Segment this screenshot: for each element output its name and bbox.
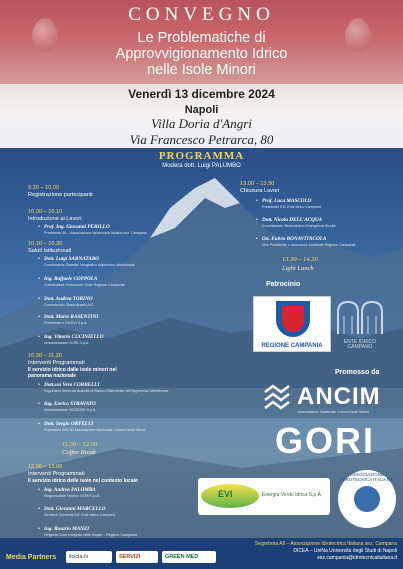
session-title: Registrazione partecipanti — [28, 192, 93, 198]
speaker-name: • Prof. Luca MASCOLO — [262, 198, 311, 204]
poster-footer — [0, 538, 403, 569]
regione-campania-logo — [253, 296, 331, 352]
eic-arches-icon — [334, 296, 386, 336]
speaker-role: Presidente EIC Ente Idrico Campano — [262, 205, 321, 209]
speaker-name: • Dott. Sergio ORTELLI — [44, 421, 93, 427]
session-time: 10.00 – 10.10 — [28, 209, 63, 215]
ente-idrico-campano-logo — [334, 296, 386, 352]
session-time: 10.30 – 11.30 — [28, 353, 62, 359]
event-address: Via Francesco Petrarca, 80 — [129, 132, 274, 147]
eic-logo-line: ENTE IDRICO — [343, 339, 377, 345]
session-title: Saluti Istituzionali — [28, 248, 72, 254]
eic-logo-text — [334, 340, 386, 350]
session-time: 10.10 – 10.30 — [28, 241, 63, 247]
event-city: Napoli — [184, 104, 219, 116]
event-subtitle-line: Approvvigionamento Idrico — [115, 46, 288, 62]
session-title: Introduzione ai Lavori — [28, 216, 82, 222]
program-moderator: Modera dott. Luigi PALUMBO — [162, 163, 241, 169]
program-title: PROGRAMMA — [158, 150, 245, 162]
speaker-name: • Dott.ssa Vera CORBELLI — [44, 382, 100, 388]
speaker-role: Commissario Straordinario Emergenza Siccità — [262, 224, 336, 228]
break-label: Light Lunch — [282, 265, 314, 272]
secretariat-title: Segreteria AII – Associazione Idrotecnica Italiana sez. Campana — [254, 541, 397, 547]
speaker-name: • Dott. Giovanni MARCELLO — [44, 506, 106, 512]
speaker-role: Dirigente Ciclo Integrato delle Acque – Regione Campania — [44, 533, 137, 537]
speaker-name: • Ing. Enrico STRAVATO — [44, 401, 96, 407]
speaker-role: Presidente ANCIM Associazione Nazionale Comuni Isole Minori — [44, 428, 146, 432]
secretariat-email[interactable]: sez.campania@idrotecnicaitaliana.it — [317, 555, 397, 561]
gori-logo: GORI — [275, 420, 376, 461]
speaker-name: • Ing. Andrea PALOMBA — [44, 487, 96, 493]
session-title: Interventi Programmati — [28, 471, 85, 477]
event-info — [0, 84, 403, 148]
speaker-role: Amministratore GORI S.p.A. — [44, 341, 90, 345]
eic-logo-line: CAMPANO — [347, 344, 373, 350]
program-section — [0, 148, 403, 553]
speaker-role: Presidente e DA EVI S.p.A. — [44, 321, 88, 325]
patronage-label: Patrocinio — [266, 281, 301, 288]
speaker-name: • Prof. Ing. Giovanni PERILLO — [44, 224, 110, 230]
speaker-name: • Dott. Andrea TORINO — [44, 296, 93, 302]
session-description: Il servizio idrico delle isole nel contesto locale — [28, 478, 138, 484]
event-type-title: CONVEGNO — [128, 4, 275, 25]
session-title: Chiusura Lavori — [240, 188, 280, 194]
ancim-waves-icon — [263, 382, 295, 412]
speaker-name: • Dott. Luigi SARNATARO — [44, 256, 99, 262]
media-partner-logo: SERVIZI — [116, 551, 158, 563]
event-date: Venerdì 13 dicembre 2024 — [128, 87, 275, 101]
speaker-role: Segretario Generale Autorità di Bacino Distrettuale dell'Appennino Meridionale — [44, 389, 169, 393]
break-time: 11.30 – 12.00 — [62, 441, 98, 448]
aii-emblem-icon — [354, 486, 380, 512]
ancim-logo-subtext: Associazione Nazionale Comuni Isole Minori — [298, 410, 369, 414]
event-subtitle-line: Le Problematiche di — [137, 30, 266, 46]
media-partners-label: Media Partners — [6, 554, 57, 561]
session-time: 9.30 – 10.00 — [28, 185, 60, 191]
event-venue: Villa Doria d'Angri — [151, 116, 252, 131]
speaker-role: Amministratore SOGESID S.p.A. — [44, 408, 97, 412]
aii-logo-text: ASSOCIAZIONE IDROTECNICA ITALIANA — [341, 472, 393, 482]
speaker-role: Presidente AII – Associazione Idrotecnica Italiana sez. Campana — [44, 231, 147, 235]
speaker-role: Direttore Generale EIC Ente Idrico Campano — [44, 513, 116, 517]
ancim-logo — [263, 380, 393, 418]
speaker-role: Vice Presidente e Assessore Ambiente Regione Campania — [262, 243, 356, 247]
media-partner-logo: ilcicla.tv — [66, 551, 112, 563]
media-partner-logo: GREEN MED — [162, 551, 216, 563]
promoted-by-label: Promosso da — [335, 369, 380, 376]
speaker-name: • Dott. Nicola DELL'ACQUA — [262, 217, 322, 223]
speaker-role: Coordinatore Protezione Civile Regione Campania — [44, 283, 125, 287]
evi-logo — [198, 478, 330, 515]
event-subtitle-line: nelle Isole Minori — [147, 62, 256, 78]
session-time: 13.00 – 13.30 — [240, 181, 275, 187]
session-description: panorama nazionale — [28, 373, 77, 379]
speaker-name: • Ing. Raffaele COPPOLA — [44, 276, 97, 282]
campania-logo-text: REGIONE CAMPANIA — [261, 343, 323, 349]
break-time: 13.30 – 14.30 — [282, 256, 318, 263]
session-title: Interventi Programmati — [28, 360, 85, 366]
speaker-name: • Dott. Mario RASENTINI — [44, 314, 98, 320]
session-time: 12.00 – 13.00 — [28, 464, 63, 470]
poster-header — [0, 0, 403, 84]
break-label: Coffee Break — [62, 449, 96, 456]
speaker-role: Commissario Straordinario AIC — [44, 303, 94, 307]
aii-logo — [338, 470, 396, 528]
speaker-role: Coordinatore Distretto Idrografico Appennino Meridionale — [44, 263, 135, 267]
speaker-name: • Ing. Rosario MANZI — [44, 526, 89, 532]
secretariat-affiliation: DICEA – UniNa Università degli Studi di Napoli — [293, 548, 397, 554]
speaker-name: • Ing. Vittorio CUCINIELLO — [44, 334, 104, 340]
campania-shield-icon — [276, 301, 310, 337]
session-description: Il servizio idrico dalle isole minori nel — [28, 367, 117, 373]
speaker-name: • On. Fulvio BONAVITACOLA — [262, 236, 326, 242]
ancim-logo-text: ANCIM — [297, 383, 381, 410]
speaker-role: Responsabile Tecnico GORI S.p.A. — [44, 494, 100, 498]
evi-mark: EVI — [218, 489, 233, 499]
evi-logo-text: Energia Verde Idrica S.p.A. — [262, 492, 323, 498]
